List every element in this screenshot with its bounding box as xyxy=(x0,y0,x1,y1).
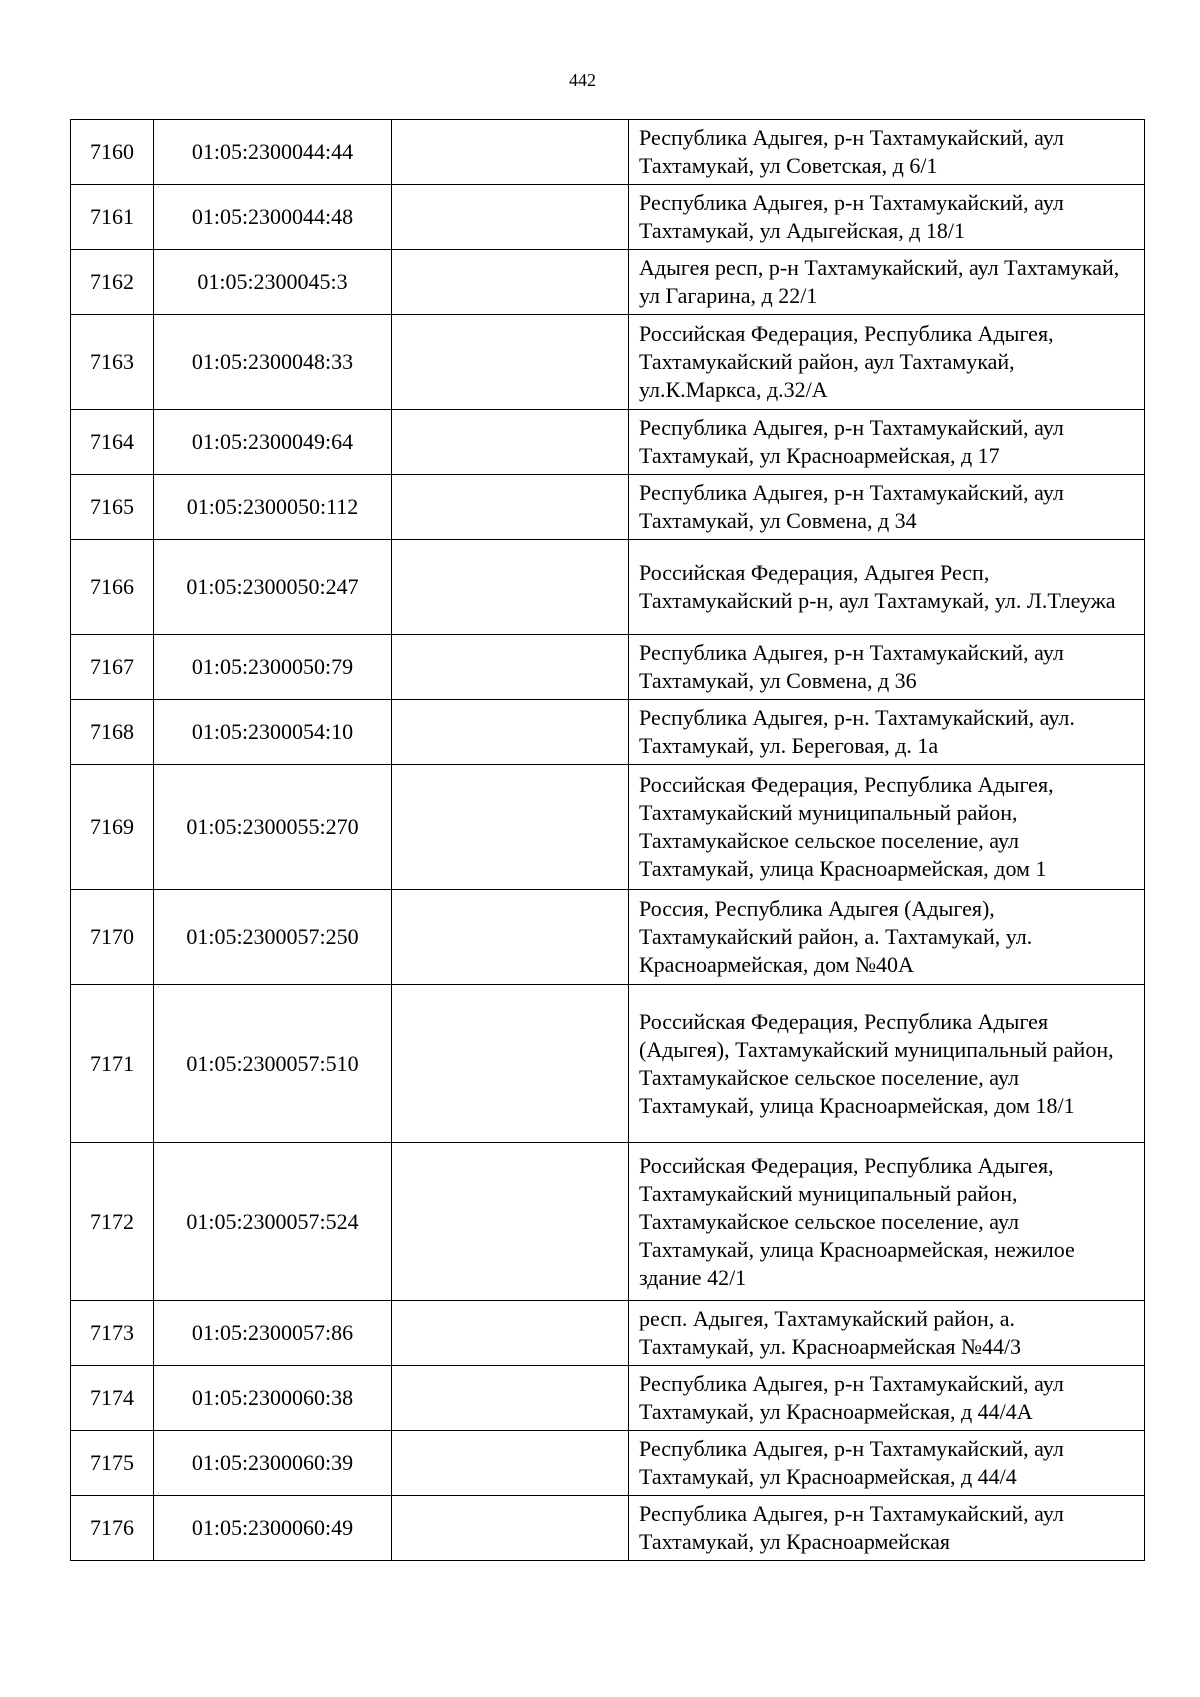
address-cell: Республика Адыгея, р-н. Тахтамукайский, аул. Тахтамукай, ул. Береговая, д. 1а xyxy=(629,700,1145,765)
empty-cell xyxy=(392,1431,629,1496)
table-row xyxy=(71,410,1145,475)
row-number-cell: 7162 xyxy=(71,250,154,315)
address-cell: Российская Федерация, Республика Адыгея (Адыгея), Тахтамукайский муниципальный район, Тахтамукайское сельское поселение, аул Тахтамукай, улица Красноармейская, дом 18/1 xyxy=(629,985,1145,1143)
row-number-cell: 7172 xyxy=(71,1143,154,1301)
row-number-cell: 7171 xyxy=(71,985,154,1143)
cadastral-number-cell: 01:05:2300057:86 xyxy=(154,1301,392,1366)
address-cell: Республика Адыгея, р-н Тахтамукайский, аул Тахтамукай, ул Совмена, д 36 xyxy=(629,635,1145,700)
empty-cell xyxy=(392,315,629,410)
address-cell: Республика Адыгея, р-н Тахтамукайский, аул Тахтамукай, ул Красноармейская, д 17 xyxy=(629,410,1145,475)
address-cell: Республика Адыгея, р-н Тахтамукайский, аул Тахтамукай, ул Советская, д 6/1 xyxy=(629,120,1145,185)
address-cell: Российская Федерация, Республика Адыгея, Тахтамукайский район, аул Тахтамукай, ул.К.Маркса, д.32/А xyxy=(629,315,1145,410)
address-cell: Российская Федерация, Адыгея Респ, Тахтамукайский р-н, аул Тахтамукай, ул. Л.Тлеужа xyxy=(629,540,1145,635)
address-cell: респ. Адыгея, Тахтамукайский район, а. Тахтамукай, ул. Красноармейская №44/3 xyxy=(629,1301,1145,1366)
empty-cell xyxy=(392,1301,629,1366)
empty-cell xyxy=(392,985,629,1143)
cadastral-number-cell: 01:05:2300060:49 xyxy=(154,1496,392,1561)
empty-cell xyxy=(392,635,629,700)
cadastral-number-cell: 01:05:2300057:510 xyxy=(154,985,392,1143)
address-cell: Российская Федерация, Республика Адыгея, Тахтамукайский муниципальный район, Тахтамукайское сельское поселение, аул Тахтамукай, улица Красноармейская, нежилое здание 42/1 xyxy=(629,1143,1145,1301)
table-row xyxy=(71,700,1145,765)
row-number-cell: 7168 xyxy=(71,700,154,765)
address-cell: Республика Адыгея, р-н Тахтамукайский, аул Тахтамукай, ул Красноармейская, д 44/4 xyxy=(629,1431,1145,1496)
page-number: 442 xyxy=(569,70,596,90)
table-row xyxy=(71,635,1145,700)
table-row xyxy=(71,1496,1145,1561)
table-row xyxy=(71,985,1145,1143)
row-number-cell: 7160 xyxy=(71,120,154,185)
table-row xyxy=(71,250,1145,315)
row-number-cell: 7164 xyxy=(71,410,154,475)
table-row xyxy=(71,1366,1145,1431)
address-cell: Республика Адыгея, р-н Тахтамукайский, аул Тахтамукай, ул Красноармейская, д 44/4А xyxy=(629,1366,1145,1431)
row-number-cell: 7176 xyxy=(71,1496,154,1561)
empty-cell xyxy=(392,120,629,185)
table-row xyxy=(71,120,1145,185)
row-number-cell: 7161 xyxy=(71,185,154,250)
cadastral-number-cell: 01:05:2300049:64 xyxy=(154,410,392,475)
row-number-cell: 7166 xyxy=(71,540,154,635)
empty-cell xyxy=(392,1143,629,1301)
cadastral-number-cell: 01:05:2300050:247 xyxy=(154,540,392,635)
cadastral-number-cell: 01:05:2300060:39 xyxy=(154,1431,392,1496)
row-number-cell: 7167 xyxy=(71,635,154,700)
cadastral-number-cell: 01:05:2300044:44 xyxy=(154,120,392,185)
row-number-cell: 7165 xyxy=(71,475,154,540)
address-cell: Республика Адыгея, р-н Тахтамукайский, аул Тахтамукай, ул Совмена, д 34 xyxy=(629,475,1145,540)
cadastral-number-cell: 01:05:2300055:270 xyxy=(154,765,392,890)
empty-cell xyxy=(392,765,629,890)
table-row xyxy=(71,1301,1145,1366)
registry-table xyxy=(70,119,1145,1561)
cadastral-number-cell: 01:05:2300044:48 xyxy=(154,185,392,250)
cadastral-number-cell: 01:05:2300048:33 xyxy=(154,315,392,410)
registry-table-body xyxy=(71,120,1145,1561)
cadastral-number-cell: 01:05:2300057:524 xyxy=(154,1143,392,1301)
table-row xyxy=(71,1431,1145,1496)
row-number-cell: 7174 xyxy=(71,1366,154,1431)
cadastral-number-cell: 01:05:2300054:10 xyxy=(154,700,392,765)
empty-cell xyxy=(392,890,629,985)
address-cell: Российская Федерация, Республика Адыгея, Тахтамукайский муниципальный район, Тахтамукайское сельское поселение, аул Тахтамукай, улица Красноармейская, дом 1 xyxy=(629,765,1145,890)
cadastral-number-cell: 01:05:2300045:3 xyxy=(154,250,392,315)
table-row xyxy=(71,315,1145,410)
row-number-cell: 7175 xyxy=(71,1431,154,1496)
cadastral-number-cell: 01:05:2300050:79 xyxy=(154,635,392,700)
empty-cell xyxy=(392,410,629,475)
cadastral-number-cell: 01:05:2300057:250 xyxy=(154,890,392,985)
empty-cell xyxy=(392,540,629,635)
address-cell: Россия, Республика Адыгея (Адыгея), Тахтамукайский район, а. Тахтамукай, ул. Красноармейская, дом №40А xyxy=(629,890,1145,985)
address-cell: Республика Адыгея, р-н Тахтамукайский, аул Тахтамукай, ул Красноармейская xyxy=(629,1496,1145,1561)
address-cell: Адыгея респ, р-н Тахтамукайский, аул Тахтамукай, ул Гагарина, д 22/1 xyxy=(629,250,1145,315)
table-row xyxy=(71,890,1145,985)
row-number-cell: 7173 xyxy=(71,1301,154,1366)
empty-cell xyxy=(392,1366,629,1431)
table-row xyxy=(71,1143,1145,1301)
empty-cell xyxy=(392,475,629,540)
empty-cell xyxy=(392,185,629,250)
table-row xyxy=(71,185,1145,250)
empty-cell xyxy=(392,250,629,315)
table-row xyxy=(71,540,1145,635)
row-number-cell: 7170 xyxy=(71,890,154,985)
row-number-cell: 7169 xyxy=(71,765,154,890)
empty-cell xyxy=(392,700,629,765)
empty-cell xyxy=(392,1496,629,1561)
table-row xyxy=(71,765,1145,890)
row-number-cell: 7163 xyxy=(71,315,154,410)
cadastral-number-cell: 01:05:2300050:112 xyxy=(154,475,392,540)
cadastral-number-cell: 01:05:2300060:38 xyxy=(154,1366,392,1431)
address-cell: Республика Адыгея, р-н Тахтамукайский, аул Тахтамукай, ул Адыгейская, д 18/1 xyxy=(629,185,1145,250)
table-row xyxy=(71,475,1145,540)
